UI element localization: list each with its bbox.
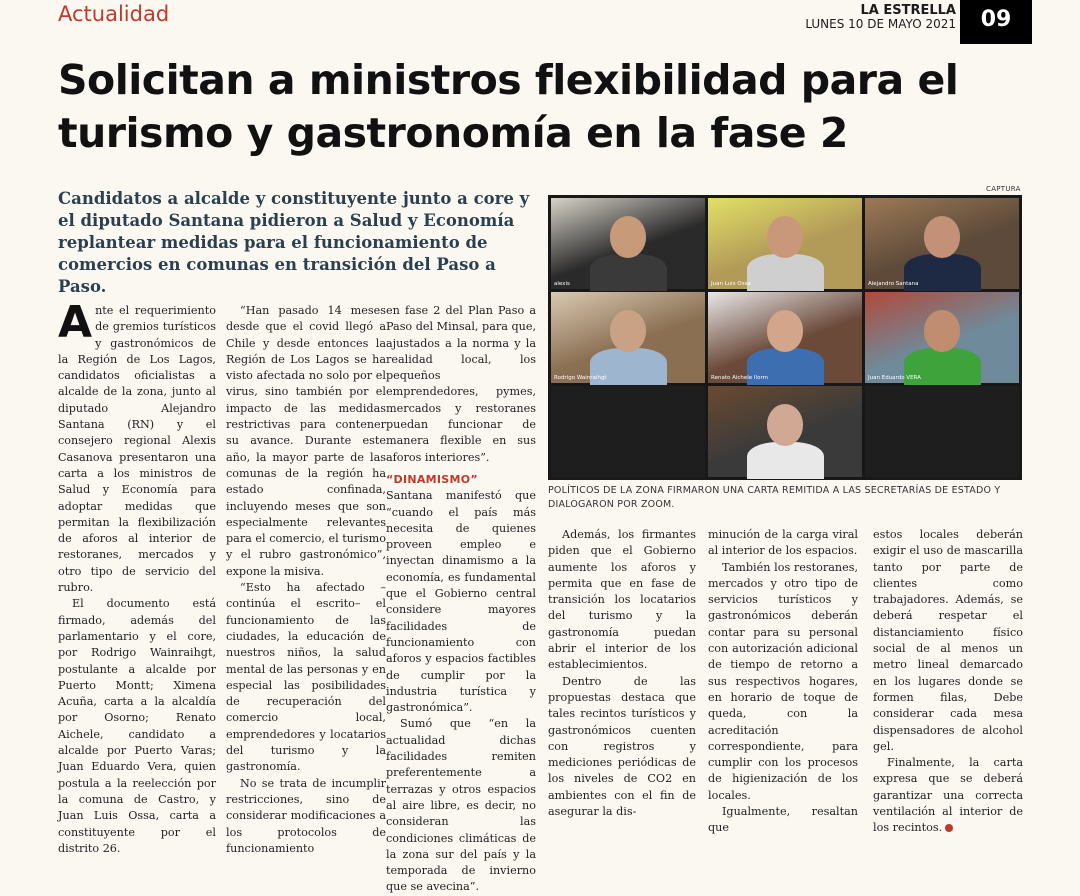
paragraph: en fase 2 del Plan Paso a Paso del Minsal, para que, ajustados a la norma y la realidad local, los pequeños emprendedores, pymes, mercados y restoranes puedan funcionar de manera flexible en sus aforos interiores”. [386, 304, 536, 464]
participant-body [590, 254, 667, 290]
paragraph: “Esto ha afectado –continúa el escrito– el funcionamiento de las ciudades, la educación de nuestros niños, la salud mental de las personas y en especial las posibilidades de recuperación del comercio local, emprendedores y locatarios del turismo y la gastronomía. [226, 581, 386, 774]
video-tile [708, 386, 862, 477]
participant-head [767, 216, 804, 258]
headline: Solicitan a ministros flexibilidad para el turismo y gastronomía en la fase 2 [58, 56, 959, 157]
article-column-3 [386, 303, 536, 896]
paragraph-text: Finalmente, la carta expresa que se deberá garantizar una correcta ventilación al interior de los recintos. [873, 756, 1023, 835]
drop-cap: A [58, 297, 93, 348]
section-label: Actualidad [58, 2, 170, 26]
participant-head [924, 216, 961, 258]
participant-name: Alejandro Santana [868, 281, 919, 287]
paragraph: Dentro de las propuestas destaca que tales recintos turísticos y gastronómicos cuenten con registros y mediciones periódicas de los niveles de CO2 en ambientes con el fin de asegurar la dis- [548, 674, 696, 819]
article-column-5 [708, 527, 858, 837]
issue-date: LUNES 10 DE MAYO 2021 [805, 17, 956, 32]
article-column-1 [58, 297, 216, 857]
paragraph: “Han pasado 14 meses desde que el covid llegó a Chile y desde entonces la Región de Los Lagos se ha visto afectada no solo por el virus, sino también por el impacto de las medidas restrictivas para contener su avance. Durante este año, la mayor parte de las comunas de la región ha estado confinada, incluyendo meses que son especialmente relevantes para el comercio, el turismo y el rubro gastronómico”, expone la misiva. [226, 304, 386, 578]
paragraph: minución de la carga viral al interior de los espacios. [708, 528, 858, 558]
video-tile [865, 198, 1019, 289]
deck-subtitle: Candidatos a alcalde y constituyente junto a core y el diputado Santana pidieron a Salud y Economía replantear medidas para el funcionamiento de comercios en comunas en transición del Paso a Paso. [58, 189, 530, 296]
video-tile [551, 198, 705, 289]
participant-name: Juan Luis Ossa [711, 281, 751, 287]
video-tile [865, 386, 1019, 477]
tile-background [865, 386, 1019, 477]
tile-background [551, 386, 705, 477]
newspaper-name: LA ESTRELLA [860, 3, 956, 18]
photo-caption: POLÍTICOS DE LA ZONA FIRMARON UNA CARTA REMITIDA A LAS SECRETARÍAS DE ESTADO Y DIALOGARON POR ZOOM. [548, 485, 1001, 510]
participant-name: Rodrigo Wainraihgt [554, 375, 607, 381]
participant-head [610, 310, 647, 352]
video-tile [865, 292, 1019, 383]
article-column-4 [548, 527, 696, 820]
participant-body [747, 254, 824, 290]
paragraph: También los restoranes, mercados y otro tipo de servicios turísticos y gastronómicos deberán contar para su personal con autorización adicional de tiempo de retorno a sus respectivos hogares, en horario de toque de queda, con la acreditación correspondiente, para cumplir con los procesos de higienización de los locales. [708, 560, 858, 802]
video-tile [551, 386, 705, 477]
video-tile [708, 292, 862, 383]
article-column-6 [873, 527, 1023, 837]
participant-head [767, 404, 804, 446]
participant-name: alexis [554, 281, 570, 287]
paragraph: No se trata de incumplir restricciones, sino de considerar modificaciones a los protocolos de funcionamiento [226, 776, 386, 855]
participant-name: Renato Aichele Ilorm [711, 375, 768, 381]
paragraph: estos locales deberán exigir el uso de mascarilla tanto por parte de clientes como trabajadores. Además, se deberá respetar el distanciamiento físico social de al menos un metro lineal demarcado en los lugares donde se formen filas, Debe considerar cada mesa dispensadores de alcohol gel. [873, 528, 1023, 753]
masthead [805, 4, 956, 31]
paragraph: Santana manifestó que “cuando el país más necesita de quienes proveen empleo e inyectan dinamismo a la economía, es fundamental que el Gobierno central considere mayores facilidades de funcionamiento con aforos y espacios factibles de cumplir por la industria turística y gastronómica”. [386, 489, 536, 715]
participant-head [924, 310, 961, 352]
paragraph: El documento está firmado, además del parlamentario y el core, por Rodrigo Wainraihgt, postulante a alcalde por Puerto Montt; Ximena Acuña, carta a la alcaldía por Osorno; Renato Aichele, candidato a alcalde por Puerto Varas; Juan Eduardo Vera, quien postula a la reelección por la comuna de Castro, y Juan Luis Ossa, carta a constituyente por el distrito 26. [58, 597, 216, 855]
video-tile [551, 292, 705, 383]
end-mark-icon [945, 824, 953, 832]
paragraph: Además, los firmantes piden que el Gobierno aumente los aforos y permita que en fase de transición los locatarios del turismo y la gastronomía puedan abrir el interior de los establecimientos. [548, 528, 696, 672]
paragraph [873, 755, 1023, 836]
page-number: 09 [960, 0, 1032, 44]
zoom-meeting-photo [548, 195, 1022, 480]
photo-credit: CAPTURA [986, 185, 1021, 193]
participant-name: Juan Eduardo VERA [868, 375, 921, 381]
video-tile [708, 198, 862, 289]
participant-head [610, 216, 647, 258]
paragraph: Igualmente, resaltan que [708, 805, 858, 835]
paragraph: nte el requerimiento de gremios turísticos y gastronómicos de la Región de Los Lagos, candidatos oficialistas a alcalde de la zona, junto al diputado Alejandro Santana (RN) y el consejero regional Alexis Casanova presentaron una carta a los ministros de Salud y Economía para adoptar medidas que permitan la flexibilización de aforos al interior de restoranes, mercados y otro tipo de servicio del rubro. [58, 304, 216, 595]
paragraph: Sumó que “en la actualidad dichas facilidades remiten preferentemente a terrazas y otros espacios al aire libre, es decir, no consideran las condiciones climáticas de la zona sur del país y la temporada de invierno que se avecina”. [386, 717, 536, 894]
participant-body [747, 442, 824, 478]
participant-head [767, 310, 804, 352]
article-column-2 [226, 303, 386, 857]
subhead: “DINAMISMO” [386, 472, 478, 486]
